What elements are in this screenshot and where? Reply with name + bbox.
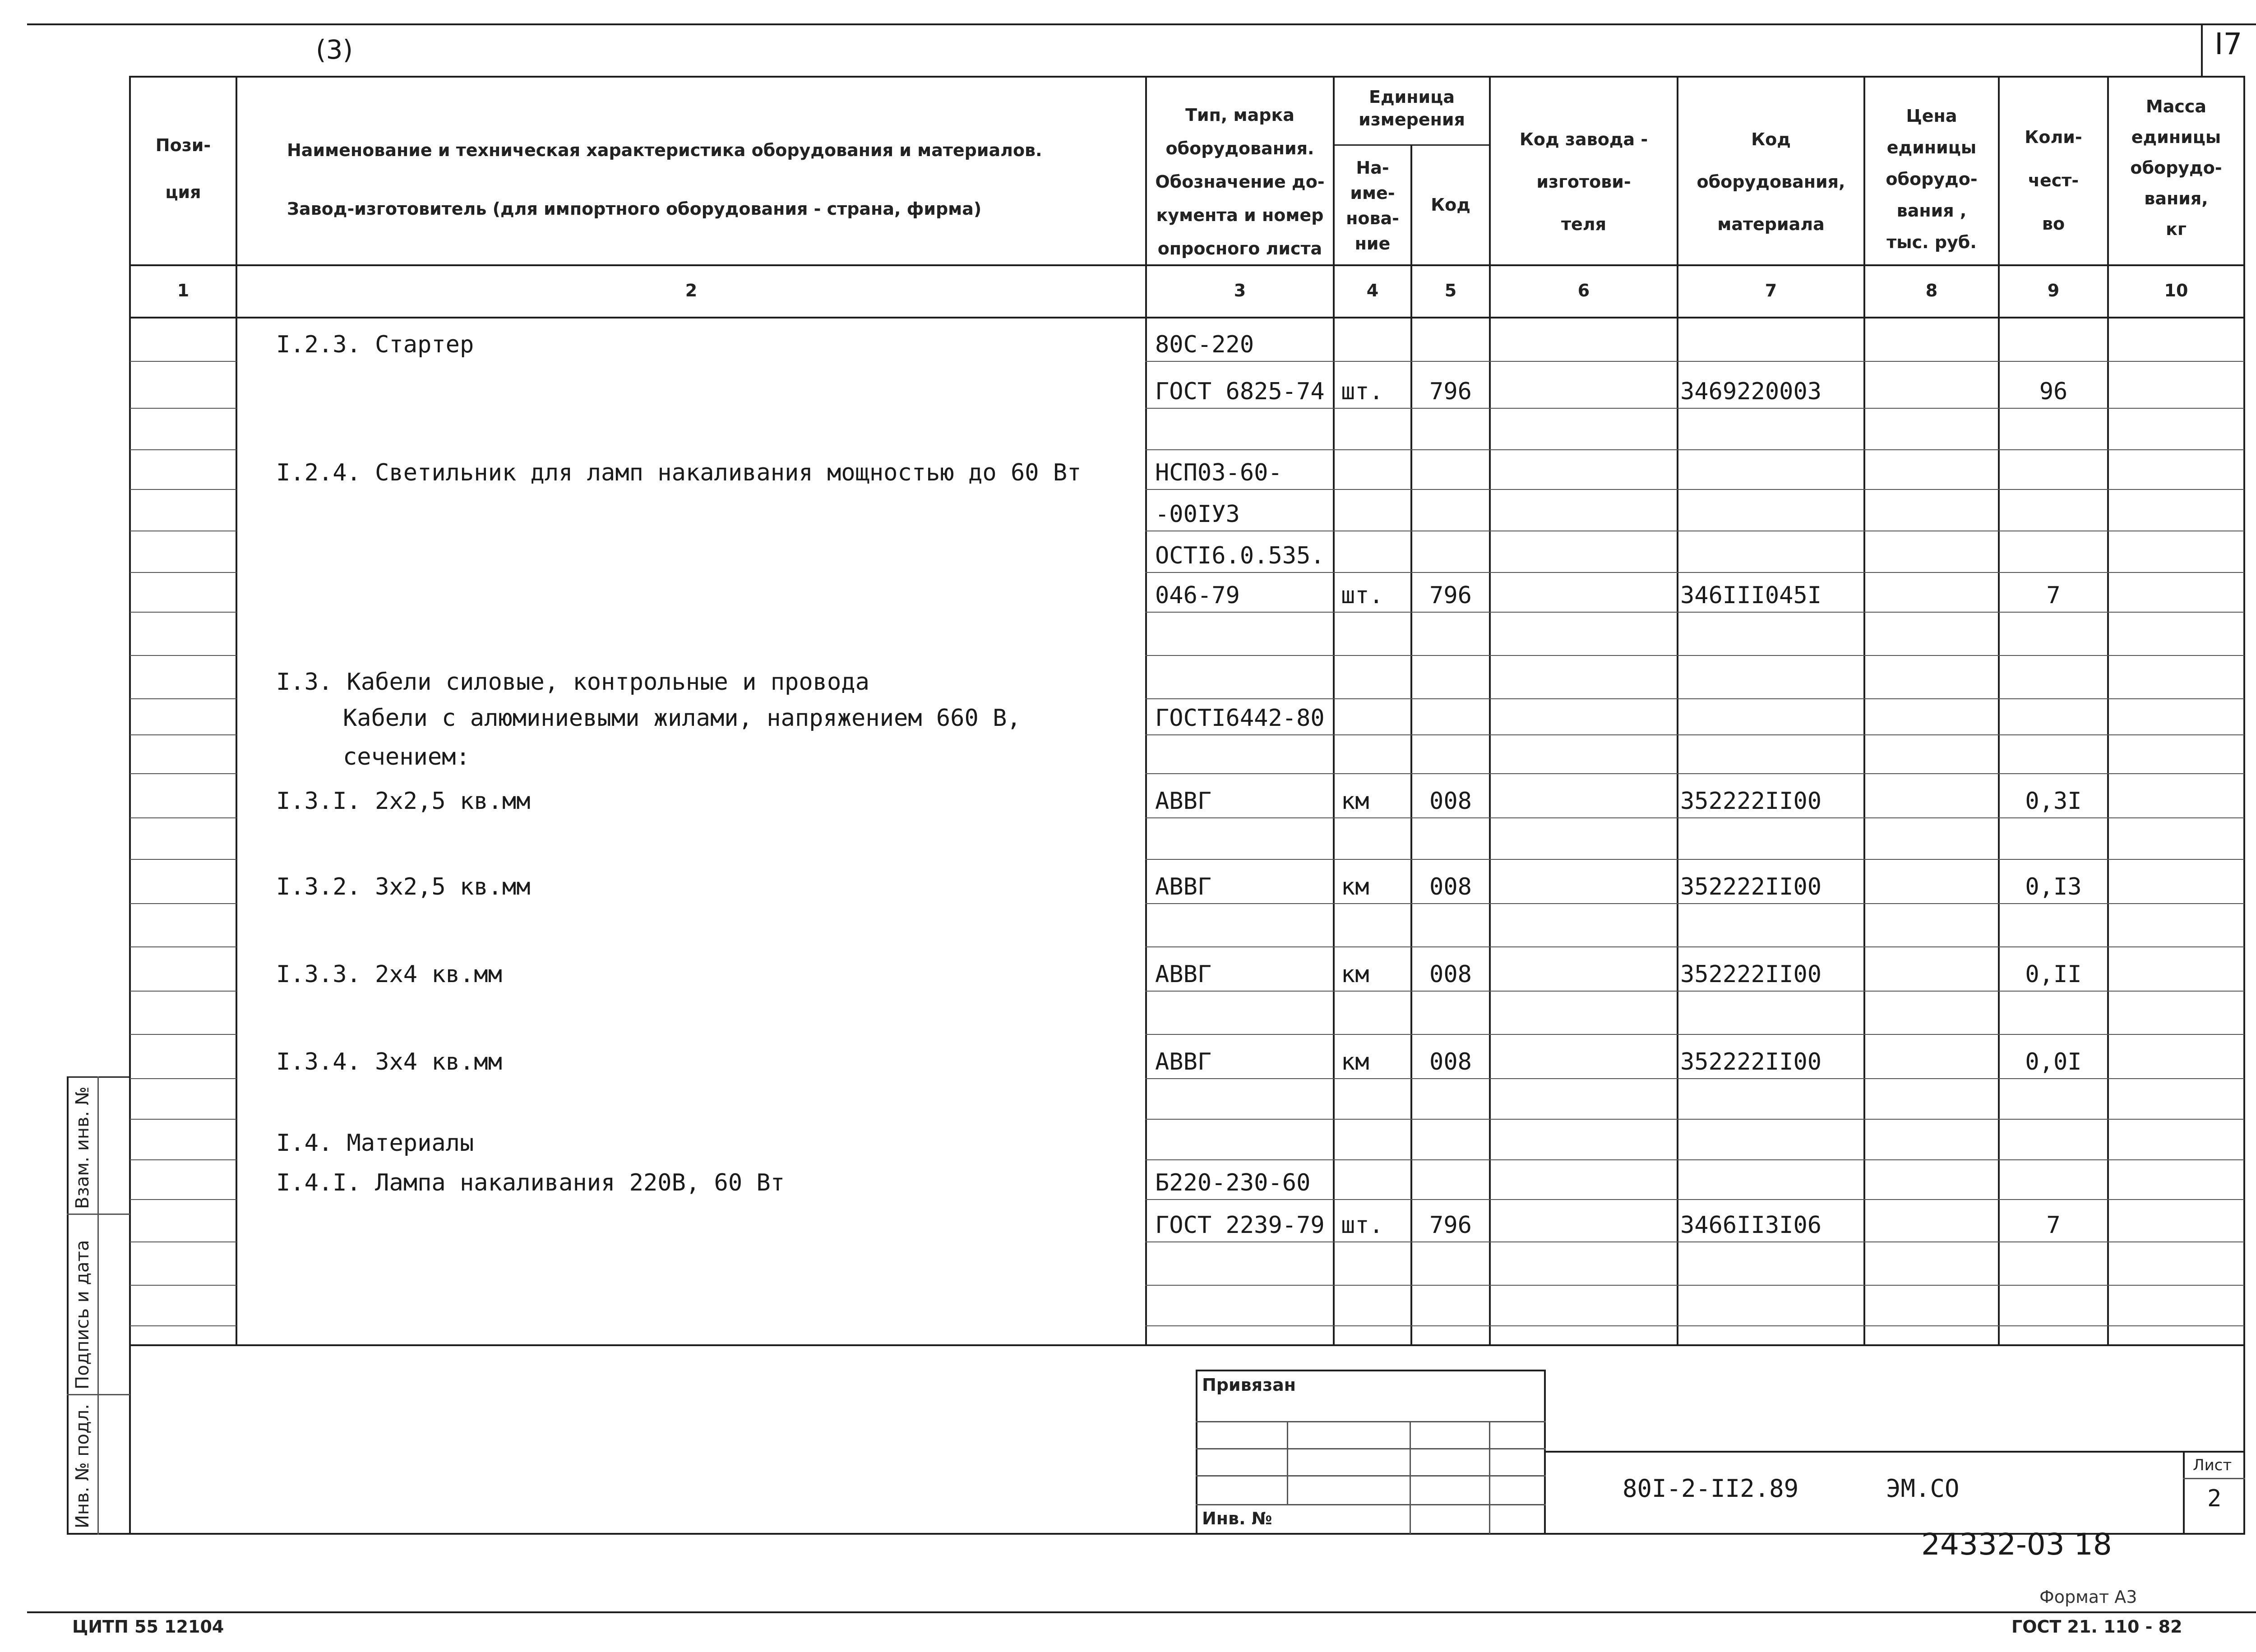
cell-qty: 0,0I xyxy=(2025,1048,2082,1075)
cell-qty: 0,I3 xyxy=(2025,873,2082,900)
cell-unit: км xyxy=(1341,1048,1369,1075)
col-sep-5 xyxy=(1489,76,1491,1345)
cell-qty: 0,II xyxy=(2025,961,2082,988)
stamp-vline xyxy=(1489,1421,1490,1534)
cell-unit: шт. xyxy=(1341,582,1383,609)
stamp-privyazan: Привязан xyxy=(1202,1375,1296,1395)
row-divider-left xyxy=(130,612,236,613)
header-position: Пози- ция xyxy=(155,135,211,202)
row-divider xyxy=(1145,361,2244,362)
stamp-line xyxy=(1196,1421,1546,1422)
side-strip-inner xyxy=(97,1076,99,1535)
cell-type: 046-79 xyxy=(1155,582,1240,609)
cell-name: I.3. Кабели силовые, контрольные и провода xyxy=(276,669,869,696)
cell-type: 80С-220 xyxy=(1155,331,1254,358)
header-unit-name: На- име- нова- ние xyxy=(1346,158,1399,254)
cell-eqcode: 346III045I xyxy=(1680,582,1822,609)
cell-type: ОСТI6.0.535. xyxy=(1155,542,1325,569)
row-divider-left xyxy=(130,734,236,735)
column-number: 9 xyxy=(2047,281,2060,300)
row-divider xyxy=(1145,572,2244,573)
column-number: 8 xyxy=(1925,281,1938,300)
row-divider xyxy=(1145,489,2244,490)
format-label: Формат А3 xyxy=(2039,1587,2137,1607)
cell-name: сечением: xyxy=(343,743,470,771)
header-unit-group: Единица измерения xyxy=(1359,87,1465,129)
cell-unit: км xyxy=(1341,873,1369,900)
row-divider xyxy=(1145,1241,2244,1242)
row-divider xyxy=(1145,1199,2244,1200)
header-name: Наименование и техническая характеристика оборудования и материалов. Завод-изготовитель (для импортного оборудования - страна, фирма) xyxy=(287,140,1042,219)
header-quantity: Коли- чест- во xyxy=(2025,127,2082,234)
sheet-label-box-left xyxy=(2183,1451,2185,1534)
col-sep-8 xyxy=(1998,76,2000,1345)
cell-code: 796 xyxy=(1429,1212,1472,1239)
row-divider-left xyxy=(130,572,236,573)
column-number: 1 xyxy=(177,281,190,300)
bottom-border-line xyxy=(27,1611,2256,1613)
row-divider xyxy=(1145,1078,2244,1079)
row-divider-left xyxy=(130,1119,236,1120)
row-divider-left xyxy=(130,698,236,699)
row-divider xyxy=(1145,859,2244,860)
cell-type: АВВГ xyxy=(1155,873,1212,900)
row-divider-left xyxy=(130,991,236,992)
cell-name: I.3.I. 2х2,5 кв.мм xyxy=(276,788,531,815)
cell-type: ГОСТ 2239-79 xyxy=(1155,1212,1325,1239)
header-mass: Масса единицы оборудо- вания, кг xyxy=(2130,97,2222,239)
cell-unit: шт. xyxy=(1341,378,1383,405)
cell-unit: шт. xyxy=(1341,1212,1383,1239)
top-border-line xyxy=(27,23,2256,25)
cell-name: Кабели с алюминиевыми жилами, напряжением 660 В, xyxy=(343,705,1021,732)
col-sep-7 xyxy=(1863,76,1865,1345)
unit-group-divider xyxy=(1333,144,1491,146)
row-divider-left xyxy=(130,1078,236,1079)
stamp-line xyxy=(1196,1448,1546,1449)
row-divider-left xyxy=(130,946,236,947)
cell-qty: 96 xyxy=(2039,378,2068,405)
cell-eqcode: 3469220003 xyxy=(1680,378,1822,405)
col-sep-6 xyxy=(1677,76,1678,1345)
side-label-signature: Подпись и дата xyxy=(72,1240,93,1389)
side-strip-left xyxy=(67,1076,69,1535)
cell-unit: км xyxy=(1341,961,1369,988)
row-divider xyxy=(1145,408,2244,409)
row-divider-left xyxy=(130,859,236,860)
colnum-bottom-line xyxy=(129,317,2245,318)
cell-type: -00IУ3 xyxy=(1155,501,1240,528)
cell-eqcode: 352222II00 xyxy=(1680,1048,1822,1075)
footer-left: ЦИТП 55 12104 xyxy=(72,1617,224,1637)
cell-eqcode: 352222II00 xyxy=(1680,961,1822,988)
column-number: 7 xyxy=(1765,281,1777,300)
cell-name: I.3.3. 2х4 кв.мм xyxy=(276,961,502,988)
cell-type: НСП03-60- xyxy=(1155,459,1282,486)
row-divider xyxy=(1145,1119,2244,1120)
column-number: 3 xyxy=(1234,281,1246,300)
footer-right: ГОСТ 21. 110 - 82 xyxy=(2011,1617,2182,1637)
cell-code: 796 xyxy=(1429,378,1472,405)
cell-qty: 7 xyxy=(2046,1212,2061,1239)
stamp-line xyxy=(1196,1475,1546,1477)
column-number: 5 xyxy=(1444,281,1457,300)
cell-unit: км xyxy=(1341,788,1369,815)
row-divider-left xyxy=(130,1034,236,1035)
cell-type: АВВГ xyxy=(1155,961,1212,988)
row-divider xyxy=(1145,991,2244,992)
row-divider xyxy=(1145,903,2244,904)
row-divider xyxy=(1145,734,2244,735)
row-divider xyxy=(1145,1159,2244,1160)
table-top-border xyxy=(129,76,2245,78)
row-divider xyxy=(1145,698,2244,699)
cell-qty: 7 xyxy=(2046,582,2061,609)
row-divider-left xyxy=(130,1199,236,1200)
row-divider xyxy=(1145,1285,2244,1286)
row-divider xyxy=(1145,817,2244,818)
column-number: 10 xyxy=(2164,281,2188,300)
sheet-box-left-line xyxy=(2201,23,2203,77)
row-divider-left xyxy=(130,408,236,409)
cell-code: 008 xyxy=(1429,961,1472,988)
doc-code-box-top xyxy=(1544,1451,2245,1453)
column-number: 4 xyxy=(1366,281,1379,300)
column-number: 6 xyxy=(1577,281,1590,300)
row-divider xyxy=(1145,655,2244,656)
cell-type: АВВГ xyxy=(1155,788,1212,815)
header-unit-code: Код xyxy=(1431,195,1470,215)
row-divider-left xyxy=(130,1241,236,1242)
row-divider-left xyxy=(130,1325,236,1326)
row-divider xyxy=(1145,449,2244,450)
cell-type: ГОСТ 6825-74 xyxy=(1155,378,1325,405)
stamp-vline xyxy=(1287,1421,1288,1504)
row-divider xyxy=(1145,773,2244,774)
section-mark: (3) xyxy=(316,34,353,65)
cell-type: АВВГ xyxy=(1155,1048,1212,1075)
row-divider-left xyxy=(130,1159,236,1160)
cell-name: I.2.3. Стартер xyxy=(276,331,474,358)
header-equipment-code: Код оборудования, материала xyxy=(1697,129,1845,234)
row-divider xyxy=(1145,1034,2244,1035)
cell-eqcode: 352222II00 xyxy=(1680,788,1822,815)
sheet-value: 2 xyxy=(2207,1485,2222,1512)
doc-mark: ЭМ.СО xyxy=(1886,1474,1960,1503)
cell-type: ГОСТI6442-80 xyxy=(1155,705,1325,732)
doc-code: 80I-2-II2.89 xyxy=(1623,1474,1799,1503)
col-sep-1 xyxy=(236,76,237,1345)
col-sep-9 xyxy=(2107,76,2109,1345)
sheet-label: Лист xyxy=(2193,1456,2232,1474)
side-label-inventory: Инв. № подл. xyxy=(72,1404,93,1528)
row-divider-left xyxy=(130,361,236,362)
table-bottom-border xyxy=(68,1533,2245,1535)
archive-number: 24332-03 18 xyxy=(1921,1527,2112,1562)
row-divider-left xyxy=(130,817,236,818)
cell-qty: 0,3I xyxy=(2025,788,2082,815)
col-sep-2 xyxy=(1145,76,1147,1345)
stamp-inv-label: Инв. № xyxy=(1202,1509,1272,1528)
cell-name: I.2.4. Светильник для ламп накаливания мощностью до 60 Вт xyxy=(276,459,1082,486)
row-divider-left xyxy=(130,489,236,490)
row-divider xyxy=(1145,612,2244,613)
cell-eqcode: 352222II00 xyxy=(1680,873,1822,900)
stamp-vline xyxy=(1410,1421,1411,1534)
col-sep-3 xyxy=(1333,76,1335,1345)
row-divider-left xyxy=(130,1285,236,1286)
cell-code: 796 xyxy=(1429,582,1472,609)
column-number: 2 xyxy=(685,281,698,300)
row-divider-left xyxy=(130,773,236,774)
row-divider-left xyxy=(130,655,236,656)
cell-eqcode: 3466II3I06 xyxy=(1680,1212,1822,1239)
side-label-replacement: Взам. инв. № xyxy=(72,1086,93,1209)
row-divider xyxy=(1145,1325,2244,1326)
header-price: Цена единицы оборудо- вания , тыс. руб. xyxy=(1886,106,1978,252)
cell-name: I.3.2. 3х2,5 кв.мм xyxy=(276,873,531,900)
cell-name: I.4.I. Лампа накаливания 220В, 60 Вт xyxy=(276,1169,785,1196)
sheet-number: I7 xyxy=(2214,27,2242,61)
cell-name: I.3.4. 3х4 кв.мм xyxy=(276,1048,502,1075)
row-divider xyxy=(1145,946,2244,947)
body-bottom-line xyxy=(129,1344,2245,1346)
cell-code: 008 xyxy=(1429,1048,1472,1075)
header-type: Тип, марка оборудования. Обозначение до- кумента и номер опросного листа xyxy=(1155,105,1325,258)
stamp-box-left xyxy=(1196,1370,1197,1534)
row-divider-left xyxy=(130,449,236,450)
table-right-border xyxy=(2243,76,2245,1534)
cell-name: I.4. Материалы xyxy=(276,1130,474,1157)
header-factory-code: Код завода - изготови- теля xyxy=(1519,129,1648,234)
row-divider-left xyxy=(130,903,236,904)
cell-code: 008 xyxy=(1429,788,1472,815)
col-sep-4 xyxy=(1410,145,1412,1345)
cell-type: Б220-230-60 xyxy=(1155,1169,1311,1196)
cell-code: 008 xyxy=(1429,873,1472,900)
